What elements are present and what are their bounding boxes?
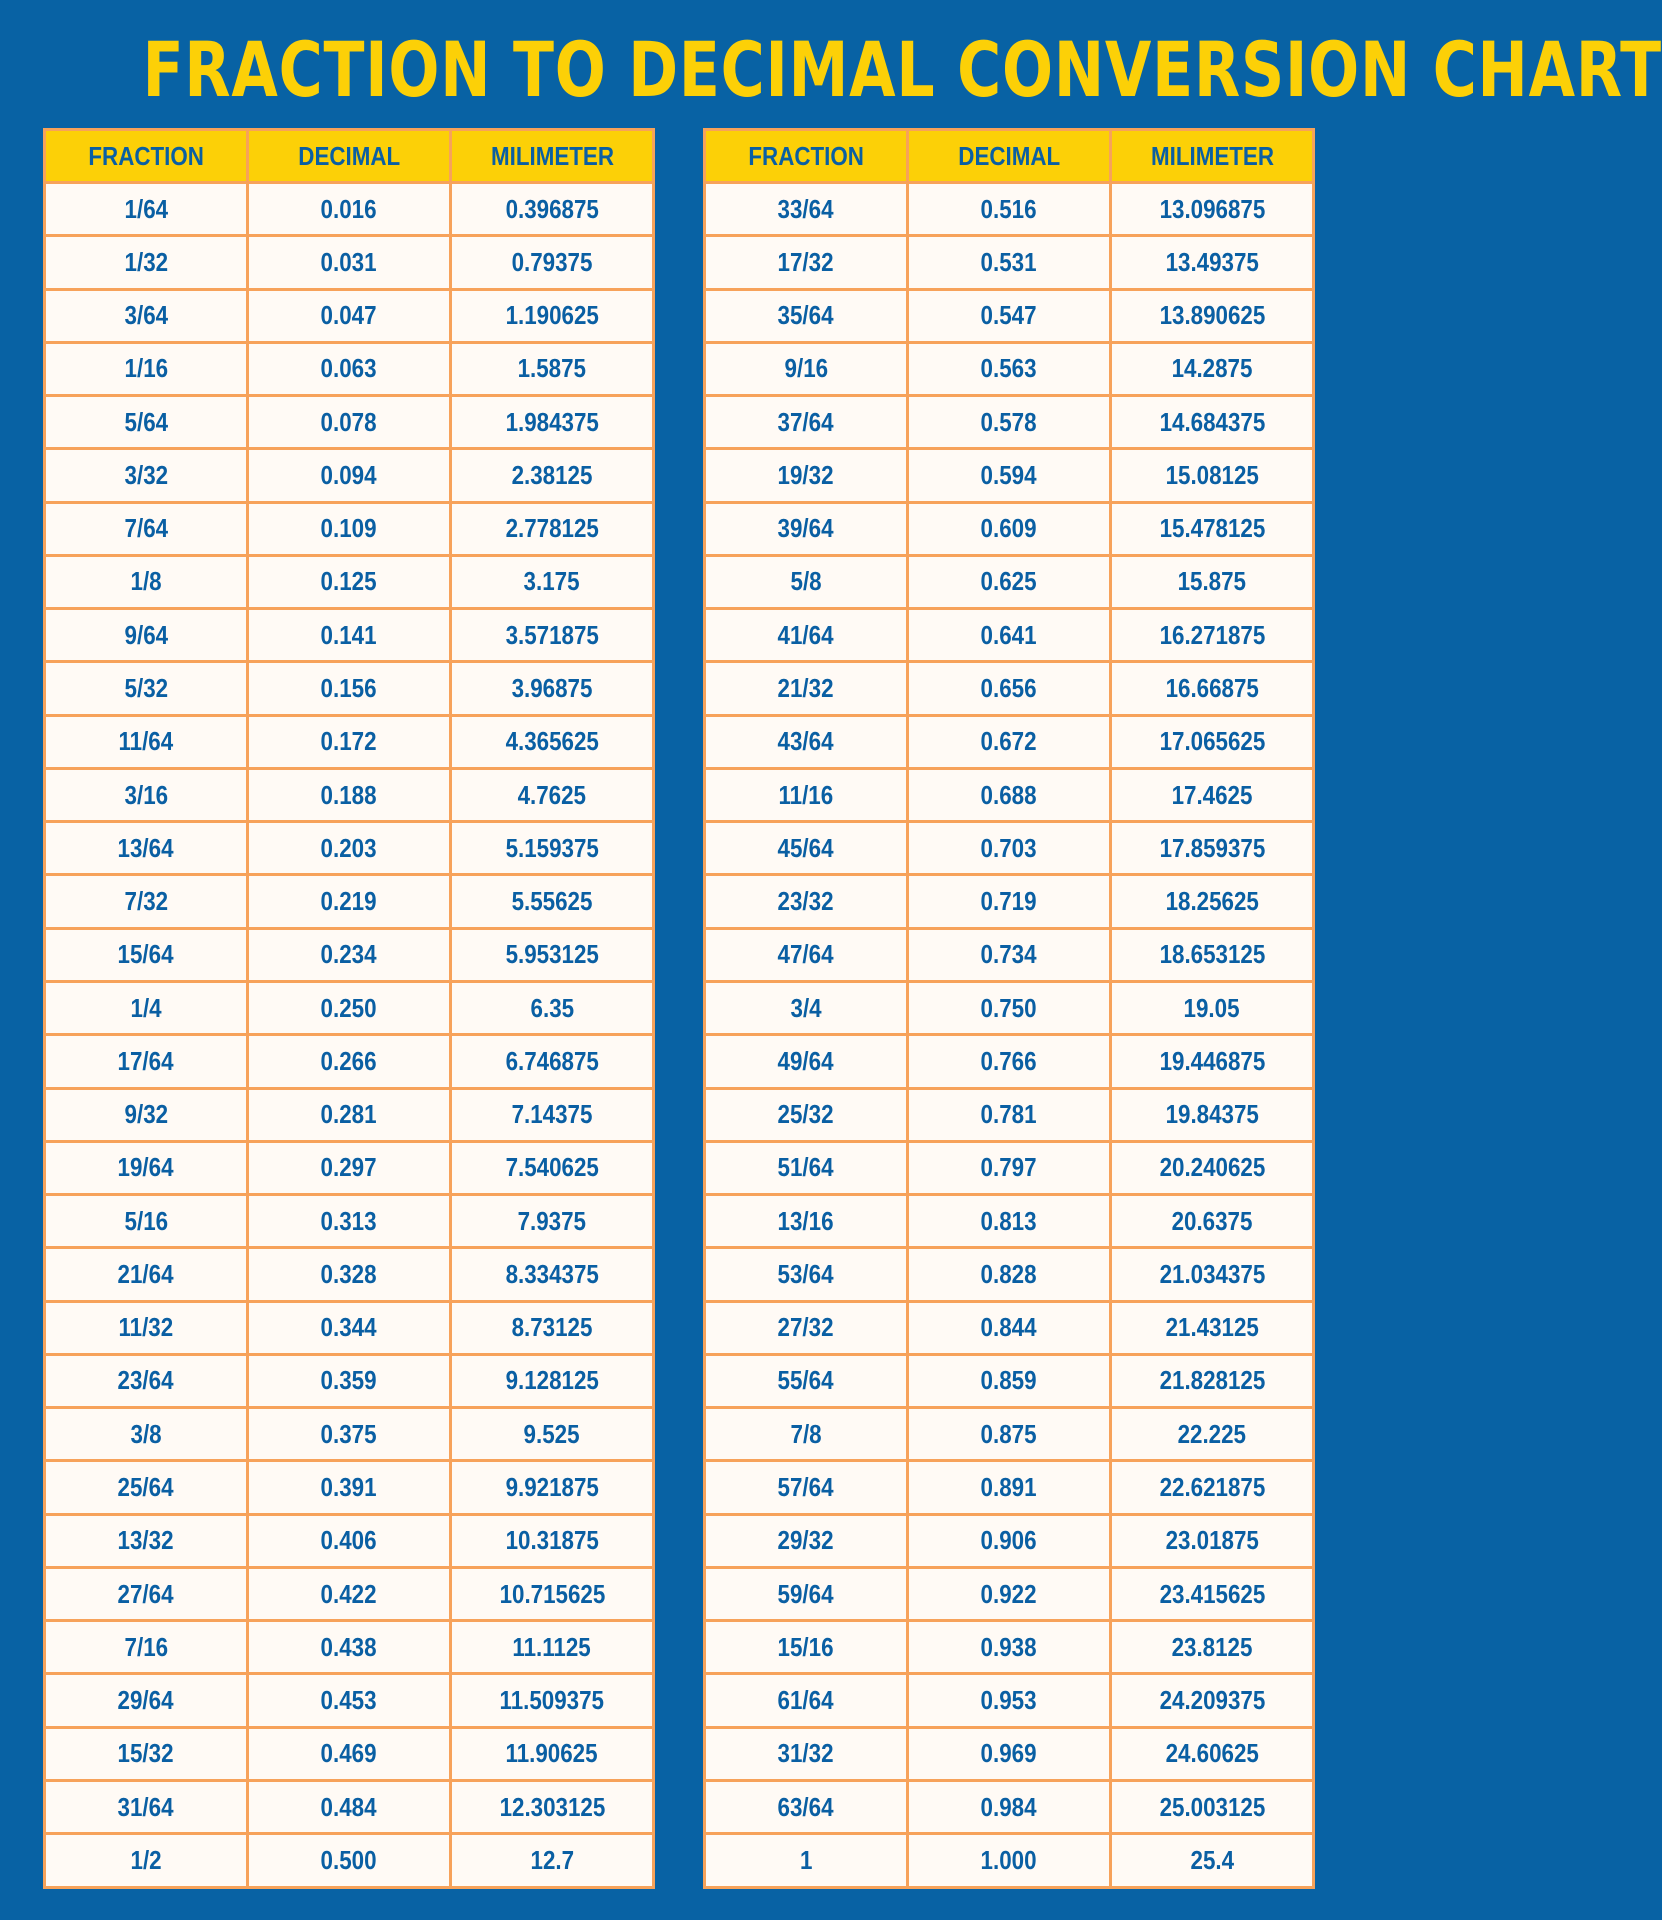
table-row (45, 928, 654, 981)
fraction-cell: 7/8 (705, 1408, 908, 1461)
fraction-cell: 55/64 (705, 1354, 908, 1407)
table-row (705, 1621, 1314, 1674)
table-row (45, 715, 654, 768)
milimeter-cell: 9.921875 (451, 1461, 654, 1514)
milimeter-cell: 2.778125 (451, 502, 654, 555)
decimal-cell: 0.219 (248, 875, 451, 928)
fraction-cell: 23/64 (45, 1354, 248, 1407)
table-row (45, 1195, 654, 1248)
decimal-cell: 0.938 (908, 1621, 1111, 1674)
milimeter-cell: 25.003125 (1111, 1780, 1314, 1833)
fraction-cell: 29/32 (705, 1514, 908, 1567)
fraction-cell: 25/64 (45, 1461, 248, 1514)
milimeter-cell: 7.540625 (451, 1141, 654, 1194)
conversion-table-right (703, 128, 1315, 1889)
decimal-cell: 0.156 (248, 662, 451, 715)
milimeter-cell: 1.5875 (451, 342, 654, 395)
table-row (45, 1727, 654, 1780)
fraction-cell: 13/16 (705, 1195, 908, 1248)
decimal-cell: 0.781 (908, 1088, 1111, 1141)
table-row (45, 1514, 654, 1567)
milimeter-cell: 17.859375 (1111, 822, 1314, 875)
decimal-cell: 0.750 (908, 981, 1111, 1034)
milimeter-cell: 11.509375 (451, 1674, 654, 1727)
fraction-cell: 15/16 (705, 1621, 908, 1674)
decimal-cell: 0.234 (248, 928, 451, 981)
decimal-cell: 0.344 (248, 1301, 451, 1354)
table-row (45, 1248, 654, 1301)
fraction-cell: 35/64 (705, 289, 908, 342)
fraction-cell: 5/16 (45, 1195, 248, 1248)
milimeter-cell: 18.25625 (1111, 875, 1314, 928)
milimeter-cell: 15.875 (1111, 555, 1314, 608)
milimeter-cell: 21.43125 (1111, 1301, 1314, 1354)
milimeter-cell: 16.66875 (1111, 662, 1314, 715)
fraction-cell: 17/64 (45, 1035, 248, 1088)
fraction-cell: 63/64 (705, 1780, 908, 1833)
table-row (705, 715, 1314, 768)
milimeter-cell: 3.571875 (451, 609, 654, 662)
table-row (705, 928, 1314, 981)
milimeter-cell: 19.05 (1111, 981, 1314, 1034)
milimeter-cell: 19.446875 (1111, 1035, 1314, 1088)
table-row (45, 1088, 654, 1141)
fraction-cell: 1/8 (45, 555, 248, 608)
milimeter-cell: 11.90625 (451, 1727, 654, 1780)
milimeter-cell: 19.84375 (1111, 1088, 1314, 1141)
milimeter-cell: 4.7625 (451, 768, 654, 821)
decimal-cell: 0.453 (248, 1674, 451, 1727)
milimeter-cell: 16.271875 (1111, 609, 1314, 662)
fraction-cell: 13/64 (45, 822, 248, 875)
table-row (45, 981, 654, 1034)
fraction-cell: 21/64 (45, 1248, 248, 1301)
table-row (705, 1408, 1314, 1461)
milimeter-cell: 2.38125 (451, 449, 654, 502)
milimeter-cell: 11.1125 (451, 1621, 654, 1674)
decimal-cell: 0.813 (908, 1195, 1111, 1248)
table-row (705, 236, 1314, 289)
table-body-right (705, 183, 1314, 1888)
decimal-cell: 0.844 (908, 1301, 1111, 1354)
milimeter-cell: 22.225 (1111, 1408, 1314, 1461)
fraction-cell: 9/64 (45, 609, 248, 662)
table-row (45, 768, 654, 821)
milimeter-cell: 0.79375 (451, 236, 654, 289)
fraction-cell: 1/32 (45, 236, 248, 289)
table-row (45, 1141, 654, 1194)
table-row (45, 1461, 654, 1514)
table-row (45, 342, 654, 395)
table-row (45, 1301, 654, 1354)
milimeter-cell: 9.525 (451, 1408, 654, 1461)
fraction-cell: 9/16 (705, 342, 908, 395)
milimeter-cell: 4.365625 (451, 715, 654, 768)
column-header-decimal: DECIMAL (908, 130, 1111, 183)
fraction-cell: 31/64 (45, 1780, 248, 1833)
fraction-cell: 19/64 (45, 1141, 248, 1194)
fraction-cell: 21/32 (705, 662, 908, 715)
decimal-cell: 0.688 (908, 768, 1111, 821)
table-row (705, 502, 1314, 555)
milimeter-cell: 13.096875 (1111, 183, 1314, 236)
page-title: FRACTION TO DECIMAL CONVERSION CHART (142, 25, 1662, 114)
fraction-cell: 3/8 (45, 1408, 248, 1461)
decimal-cell: 0.141 (248, 609, 451, 662)
fraction-cell: 27/64 (45, 1567, 248, 1620)
decimal-cell: 0.375 (248, 1408, 451, 1461)
milimeter-cell: 1.190625 (451, 289, 654, 342)
decimal-cell: 0.391 (248, 1461, 451, 1514)
milimeter-cell: 14.2875 (1111, 342, 1314, 395)
table-row (45, 1567, 654, 1620)
fraction-cell: 57/64 (705, 1461, 908, 1514)
table-row (45, 822, 654, 875)
milimeter-cell: 23.01875 (1111, 1514, 1314, 1567)
fraction-cell: 17/32 (705, 236, 908, 289)
table-body-left (45, 183, 654, 1888)
milimeter-cell: 15.08125 (1111, 449, 1314, 502)
decimal-cell: 0.563 (908, 342, 1111, 395)
milimeter-cell: 17.4625 (1111, 768, 1314, 821)
fraction-cell: 59/64 (705, 1567, 908, 1620)
milimeter-cell: 15.478125 (1111, 502, 1314, 555)
decimal-cell: 0.547 (908, 289, 1111, 342)
table-row (705, 1727, 1314, 1780)
fraction-cell: 45/64 (705, 822, 908, 875)
decimal-cell: 0.828 (908, 1248, 1111, 1301)
fraction-cell: 41/64 (705, 609, 908, 662)
milimeter-cell: 12.303125 (451, 1780, 654, 1833)
milimeter-cell: 9.128125 (451, 1354, 654, 1407)
fraction-cell: 5/8 (705, 555, 908, 608)
milimeter-cell: 3.96875 (451, 662, 654, 715)
milimeter-cell: 10.715625 (451, 1567, 654, 1620)
milimeter-cell: 7.14375 (451, 1088, 654, 1141)
milimeter-cell: 23.8125 (1111, 1621, 1314, 1674)
table-row (705, 1195, 1314, 1248)
decimal-cell: 0.969 (908, 1727, 1111, 1780)
decimal-cell: 0.438 (248, 1621, 451, 1674)
milimeter-cell: 24.209375 (1111, 1674, 1314, 1727)
table-row (705, 768, 1314, 821)
table-row (705, 609, 1314, 662)
decimal-cell: 0.531 (908, 236, 1111, 289)
milimeter-cell: 22.621875 (1111, 1461, 1314, 1514)
column-header-milimeter: MILIMETER (451, 130, 654, 183)
fraction-cell: 1 (705, 1834, 908, 1887)
fraction-cell: 15/32 (45, 1727, 248, 1780)
fraction-cell: 39/64 (705, 502, 908, 555)
table-row (705, 555, 1314, 608)
table-row (45, 396, 654, 449)
milimeter-cell: 24.60625 (1111, 1727, 1314, 1780)
fraction-cell: 11/32 (45, 1301, 248, 1354)
milimeter-cell: 8.334375 (451, 1248, 654, 1301)
table-header-row (705, 130, 1314, 183)
table-row (45, 183, 654, 236)
table-row (705, 1088, 1314, 1141)
decimal-cell: 1.000 (908, 1834, 1111, 1887)
milimeter-cell: 20.6375 (1111, 1195, 1314, 1248)
decimal-cell: 0.734 (908, 928, 1111, 981)
decimal-cell: 0.891 (908, 1461, 1111, 1514)
milimeter-cell: 13.890625 (1111, 289, 1314, 342)
decimal-cell: 0.766 (908, 1035, 1111, 1088)
table-header-row (45, 130, 654, 183)
milimeter-cell: 20.240625 (1111, 1141, 1314, 1194)
table-row (45, 1621, 654, 1674)
table-row (45, 662, 654, 715)
table-row (705, 662, 1314, 715)
table-row (705, 342, 1314, 395)
table-row (45, 1354, 654, 1407)
fraction-cell: 1/2 (45, 1834, 248, 1887)
table-row (45, 875, 654, 928)
fraction-cell: 5/32 (45, 662, 248, 715)
table-row (705, 289, 1314, 342)
table-row (705, 1301, 1314, 1354)
decimal-cell: 0.359 (248, 1354, 451, 1407)
milimeter-cell: 14.684375 (1111, 396, 1314, 449)
table-row (45, 555, 654, 608)
fraction-cell: 33/64 (705, 183, 908, 236)
milimeter-cell: 0.396875 (451, 183, 654, 236)
fraction-cell: 19/32 (705, 449, 908, 502)
table-row (705, 1567, 1314, 1620)
fraction-cell: 1/4 (45, 981, 248, 1034)
decimal-cell: 0.984 (908, 1780, 1111, 1833)
table-row (705, 1674, 1314, 1727)
table-row (45, 1035, 654, 1088)
decimal-cell: 0.906 (908, 1514, 1111, 1567)
fraction-cell: 3/32 (45, 449, 248, 502)
decimal-cell: 0.109 (248, 502, 451, 555)
milimeter-cell: 17.065625 (1111, 715, 1314, 768)
milimeter-cell: 7.9375 (451, 1195, 654, 1248)
milimeter-cell: 5.953125 (451, 928, 654, 981)
decimal-cell: 0.656 (908, 662, 1111, 715)
decimal-cell: 0.188 (248, 768, 451, 821)
decimal-cell: 0.313 (248, 1195, 451, 1248)
table-row (45, 449, 654, 502)
fraction-cell: 3/16 (45, 768, 248, 821)
decimal-cell: 0.047 (248, 289, 451, 342)
decimal-cell: 0.266 (248, 1035, 451, 1088)
column-header-decimal: DECIMAL (248, 130, 451, 183)
decimal-cell: 0.875 (908, 1408, 1111, 1461)
table-row (705, 1461, 1314, 1514)
milimeter-cell: 13.49375 (1111, 236, 1314, 289)
fraction-cell: 53/64 (705, 1248, 908, 1301)
table-row (705, 396, 1314, 449)
fraction-cell: 15/64 (45, 928, 248, 981)
table-row (45, 1674, 654, 1727)
table-row (705, 449, 1314, 502)
milimeter-cell: 5.55625 (451, 875, 654, 928)
decimal-cell: 0.078 (248, 396, 451, 449)
decimal-cell: 0.406 (248, 1514, 451, 1567)
decimal-cell: 0.719 (908, 875, 1111, 928)
table-row (45, 289, 654, 342)
fraction-cell: 7/64 (45, 502, 248, 555)
decimal-cell: 0.797 (908, 1141, 1111, 1194)
decimal-cell: 0.250 (248, 981, 451, 1034)
decimal-cell: 0.297 (248, 1141, 451, 1194)
column-header-milimeter: MILIMETER (1111, 130, 1314, 183)
table-row (705, 875, 1314, 928)
milimeter-cell: 10.31875 (451, 1514, 654, 1567)
decimal-cell: 0.594 (908, 449, 1111, 502)
milimeter-cell: 1.984375 (451, 396, 654, 449)
fraction-cell: 47/64 (705, 928, 908, 981)
fraction-cell: 1/64 (45, 183, 248, 236)
decimal-cell: 0.953 (908, 1674, 1111, 1727)
decimal-cell: 0.641 (908, 609, 1111, 662)
column-header-fraction: FRACTION (705, 130, 908, 183)
milimeter-cell: 8.73125 (451, 1301, 654, 1354)
decimal-cell: 0.094 (248, 449, 451, 502)
decimal-cell: 0.609 (908, 502, 1111, 555)
milimeter-cell: 21.034375 (1111, 1248, 1314, 1301)
fraction-cell: 11/16 (705, 768, 908, 821)
table-row (705, 1248, 1314, 1301)
decimal-cell: 0.063 (248, 342, 451, 395)
fraction-cell: 11/64 (45, 715, 248, 768)
table-row (705, 1035, 1314, 1088)
fraction-cell: 61/64 (705, 1674, 908, 1727)
fraction-cell: 31/32 (705, 1727, 908, 1780)
table-row (705, 1834, 1314, 1887)
decimal-cell: 0.859 (908, 1354, 1111, 1407)
fraction-cell: 23/32 (705, 875, 908, 928)
decimal-cell: 0.469 (248, 1727, 451, 1780)
table-row (45, 502, 654, 555)
decimal-cell: 0.625 (908, 555, 1111, 608)
table-row (45, 1834, 654, 1887)
decimal-cell: 0.516 (908, 183, 1111, 236)
decimal-cell: 0.578 (908, 396, 1111, 449)
table-row (705, 1354, 1314, 1407)
decimal-cell: 0.328 (248, 1248, 451, 1301)
decimal-cell: 0.703 (908, 822, 1111, 875)
table-row (45, 1408, 654, 1461)
table-row (45, 609, 654, 662)
fraction-cell: 49/64 (705, 1035, 908, 1088)
milimeter-cell: 3.175 (451, 555, 654, 608)
table-row (705, 1514, 1314, 1567)
fraction-cell: 7/32 (45, 875, 248, 928)
decimal-cell: 0.031 (248, 236, 451, 289)
milimeter-cell: 18.653125 (1111, 928, 1314, 981)
table-row (705, 183, 1314, 236)
milimeter-cell: 21.828125 (1111, 1354, 1314, 1407)
decimal-cell: 0.500 (248, 1834, 451, 1887)
fraction-cell: 5/64 (45, 396, 248, 449)
table-row (705, 981, 1314, 1034)
table-row (45, 236, 654, 289)
fraction-cell: 43/64 (705, 715, 908, 768)
table-row (45, 1780, 654, 1833)
fraction-cell: 7/16 (45, 1621, 248, 1674)
fraction-cell: 37/64 (705, 396, 908, 449)
decimal-cell: 0.672 (908, 715, 1111, 768)
decimal-cell: 0.016 (248, 183, 451, 236)
column-header-fraction: FRACTION (45, 130, 248, 183)
fraction-cell: 1/16 (45, 342, 248, 395)
decimal-cell: 0.203 (248, 822, 451, 875)
fraction-cell: 29/64 (45, 1674, 248, 1727)
table-row (705, 1141, 1314, 1194)
decimal-cell: 0.422 (248, 1567, 451, 1620)
fraction-cell: 25/32 (705, 1088, 908, 1141)
decimal-cell: 0.125 (248, 555, 451, 608)
decimal-cell: 0.484 (248, 1780, 451, 1833)
milimeter-cell: 5.159375 (451, 822, 654, 875)
milimeter-cell: 12.7 (451, 1834, 654, 1887)
decimal-cell: 0.281 (248, 1088, 451, 1141)
decimal-cell: 0.172 (248, 715, 451, 768)
table-row (705, 822, 1314, 875)
table-row (705, 1780, 1314, 1833)
fraction-cell: 27/32 (705, 1301, 908, 1354)
milimeter-cell: 6.746875 (451, 1035, 654, 1088)
milimeter-cell: 23.415625 (1111, 1567, 1314, 1620)
fraction-cell: 3/4 (705, 981, 908, 1034)
fraction-cell: 9/32 (45, 1088, 248, 1141)
fraction-cell: 51/64 (705, 1141, 908, 1194)
fraction-cell: 3/64 (45, 289, 248, 342)
milimeter-cell: 6.35 (451, 981, 654, 1034)
fraction-cell: 13/32 (45, 1514, 248, 1567)
conversion-table-left (43, 128, 655, 1889)
milimeter-cell: 25.4 (1111, 1834, 1314, 1887)
decimal-cell: 0.922 (908, 1567, 1111, 1620)
